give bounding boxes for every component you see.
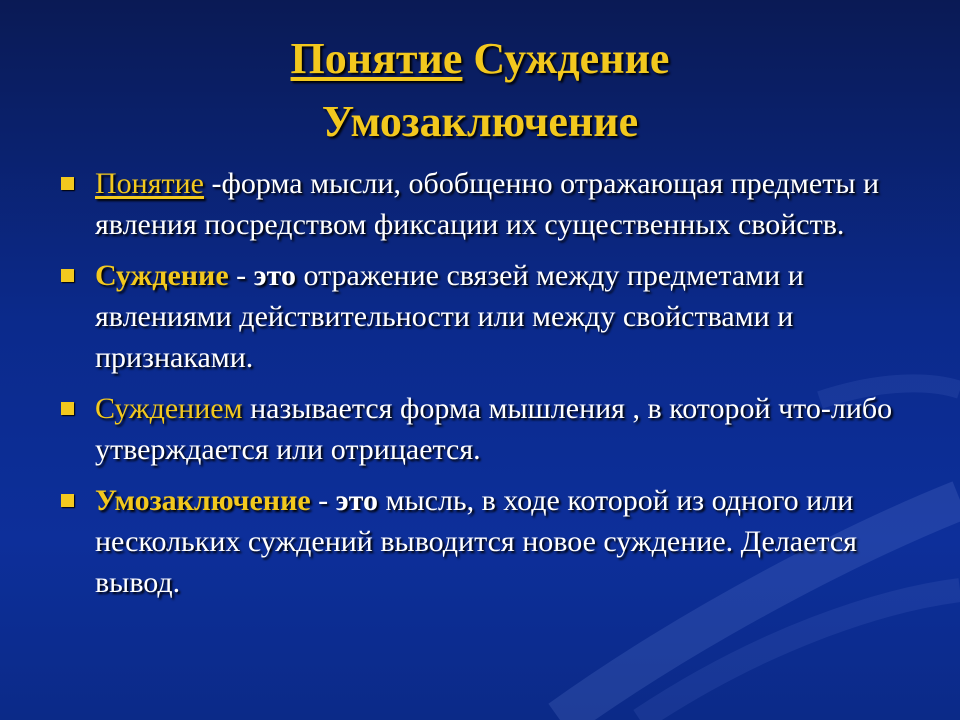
keyword-eto: это [335, 484, 378, 517]
term-inference: Умозаключение [95, 484, 311, 517]
term-judgment-form: Суждением [95, 392, 243, 425]
dash: - [228, 259, 254, 292]
definition-judgment: отражение связей между предметами и явлениями действительности или между свойствами и признаками. [95, 259, 804, 374]
bullet-judgment [55, 255, 935, 378]
bullet-square-icon [61, 494, 74, 507]
definition-inference: мысль, в ходе которой из одного или нескольких суждений выводится новое суждение. Делается вывод. [95, 484, 857, 599]
term-judgment: Суждение [95, 259, 229, 292]
dash: - [310, 484, 336, 517]
keyword-eto: это [253, 259, 296, 292]
term-concept: Понятие [95, 167, 204, 200]
bullet-judgment-form [55, 388, 935, 470]
title-term-concept: Понятие [290, 34, 463, 83]
bullet-square-icon [61, 402, 74, 415]
title-term-judgment: Суждение [473, 34, 670, 83]
bullet-square-icon [61, 269, 74, 282]
definition-concept: -форма мысли, обобщенно отражающая предметы и явления посредством фиксации их существенных свойств. [95, 167, 880, 241]
definition-judgment-form: называется форма мышления , в которой что-либо утверждается или отрицается. [95, 392, 893, 466]
bullet-square-icon [61, 177, 74, 190]
slide-title-line2: Умозаключение [321, 97, 639, 146]
bullet-inference [55, 480, 935, 603]
bullet-concept [55, 163, 935, 245]
bullet-list [55, 163, 935, 603]
slide-title [0, 32, 960, 86]
